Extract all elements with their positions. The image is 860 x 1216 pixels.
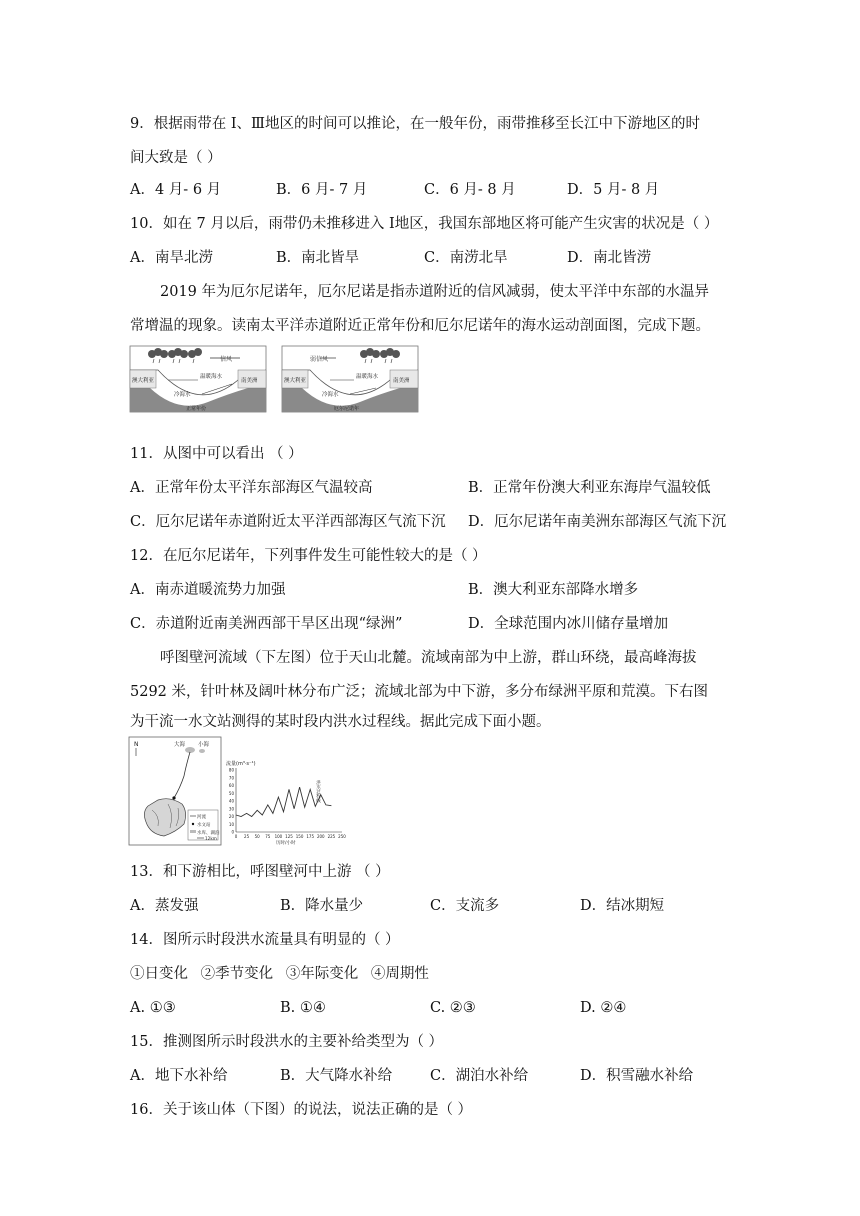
passage2-line1: 呼图壁河流域（下左图）位于天山北麓。流域南部为中上游，群山环绕，最高峰海拔 [160,650,697,666]
x-tick-label: 250 [338,834,346,839]
lake-small-label: 小海 [198,742,210,748]
q9-option-b: B．6 月- 7 月 [276,182,368,198]
q10-option-d: D．南北皆涝 [567,250,652,266]
q15-option-a: A．地下水补给 [130,1068,228,1084]
el-nino-year-panel [282,346,418,412]
el-nino-year-caption: 厄尔尼诺年 [334,406,360,412]
q14-option-b: B. ①④ [280,1000,326,1016]
passage1-line2: 常增温的现象。读南太平洋赤道附近正常年份和厄尔尼诺年的海水运动剖面图，完成下题。 [130,318,710,334]
x-tick-label: 150 [295,834,304,839]
el-nino-south-america-label: 南美洲 [393,378,410,384]
y-tick-label: 10 [228,821,234,827]
normal-wind-label: 信风 [220,356,233,363]
north-label: N [134,741,139,748]
q9-stem-line2: 间大致是（ ） [130,150,222,166]
y-tick-label: 0 [231,829,234,835]
q9-stem-line1: 9．根据雨带在 Ⅰ、Ⅲ地区的时间可以推论，在一般年份，雨带推移至长江中下游地区的时 [130,116,701,132]
q13-option-a: A．蒸发强 [130,898,199,914]
flood-hydrograph-chart [224,758,350,846]
x-tick-label: 25 [244,834,250,839]
el-nino-australia-label: 澳大利亚 [284,378,307,384]
q9-option-d: D．5 月- 8 月 [567,182,660,198]
chart-xlabel: 历时/小时 [276,841,296,846]
x-tick-label: 225 [327,834,336,839]
el-nino-figure [128,344,420,416]
q9-option-a: A．4 月- 6 月 [130,182,222,198]
el-nino-wind-label: 弱信风 [310,356,329,363]
q12-option-c: C．赤道附近南美洲西部干旱区出现“绿洲” [130,616,403,632]
x-tick-label: 75 [265,834,271,839]
x-tick-label: 100 [274,834,283,839]
lake-big-label: 大海 [174,742,186,748]
q14-option-a: A. ①③ [130,1000,176,1016]
legend-reservoir: 水库、湖泊 [197,831,220,836]
y-tick-label: 30 [228,806,234,812]
normal-year-caption: 正常年份 [186,406,207,412]
q14-stem: 14．图所示时段洪水流量具有明显的（ ） [130,932,400,948]
legend-station: 水文站 [197,823,211,828]
q13-option-b: B．降水量少 [280,898,364,914]
q9-option-c: C．6 月- 8 月 [424,182,516,198]
normal-year-panel [130,346,266,412]
q13-option-c: C．支流多 [430,898,500,914]
x-tick-label: 0 [234,834,238,839]
y-tick-label: 40 [228,798,234,804]
chart-ylabel: 流量(m³·s⁻¹) [226,761,256,767]
q11-stem: 11．从图中可以看出 （ ） [130,446,303,462]
q10-stem: 10．如在 7 月以后，雨带仍未推移进入 Ⅰ地区，我国东部地区将可能产生灾害的状况是（ ） [130,216,719,232]
q13-option-d: D．结冰期短 [580,898,665,914]
y-tick-label: 60 [228,783,234,788]
x-tick-label: 200 [316,834,325,839]
passage1-line1: 2019 年为厄尔尼诺年，厄尔尼诺是指赤道附近的信风减弱，使太平洋中东部的水温异 [160,284,710,300]
x-tick-label: 50 [254,834,260,839]
curve-label: 洪水过程线 [315,780,321,803]
q11-option-a: A．正常年份太平洋东部海区气温较高 [130,480,373,496]
y-tick-label: 70 [228,775,234,781]
q15-option-c: C．湖泊水补给 [430,1068,529,1084]
q15-option-b: B．大气降水补给 [280,1068,393,1084]
q12-option-d: D．全球范围内冰川储存量增加 [468,616,669,632]
scale-label: 12km [205,836,217,841]
normal-south-america-label: 南美洲 [241,378,258,384]
el-nino-cold-water-label: 冷海水 [322,392,339,398]
q10-option-a: A．南旱北涝 [130,250,213,266]
passage2-line3: 为干流一水文站测得的某时段内洪水过程线。据此完成下面小题。 [130,714,551,730]
normal-warm-water-label: 温暖海水 [200,374,223,380]
normal-australia-label: 澳大利亚 [132,378,155,384]
passage2-line2: 5292 米，针叶林及阔叶林分布广泛；流域北部为中下游，多分布绿洲平原和荒漠。下右图 [130,684,709,700]
q15-stem: 15．推测图所示时段洪水的主要补给类型为（ ） [130,1034,444,1050]
hydrological-station-marker [172,796,175,799]
q12-stem: 12．在厄尔尼诺年，下列事件发生可能性较大的是（ ） [130,548,487,564]
q11-option-c: C．厄尔尼诺年赤道附近太平洋西部海区气流下沉 [130,514,446,530]
q11-option-b: B．正常年份澳大利亚东海岸气温较低 [468,480,711,496]
x-tick-label: 125 [285,834,293,839]
q14-option-c: C. ②③ [430,1000,476,1016]
q10-option-c: C．南涝北旱 [424,250,508,266]
legend-river: 河流 [197,815,206,820]
el-nino-warm-water-label: 温暖海水 [356,374,379,380]
q15-option-d: D．积雪融水补给 [580,1068,694,1084]
q16-stem: 16．关于该山体（下图）的说法，说法正确的是（ ） [130,1102,473,1118]
river-basin-map [128,736,222,846]
y-tick-label: 20 [228,814,234,819]
q12-option-b: B．澳大利亚东部降水增多 [468,582,639,598]
q14-option-d: D. ②④ [580,1000,627,1016]
q11-option-d: D．厄尔尼诺年南美洲东部海区气流下沉 [468,514,727,530]
q13-stem: 13．和下游相比，呼图壁河中上游 （ ） [130,864,390,880]
y-tick-label: 80 [228,767,234,773]
normal-cold-water-label: 冷海水 [174,392,191,398]
q12-option-a: A．南赤道暖流势力加强 [130,582,286,598]
y-tick-label: 50 [228,790,234,796]
x-tick-label: 175 [306,834,315,839]
q14-choices: ①日变化 ②季节变化 ③年际变化 ④周期性 [130,966,429,982]
q10-option-b: B．南北皆旱 [276,250,360,266]
